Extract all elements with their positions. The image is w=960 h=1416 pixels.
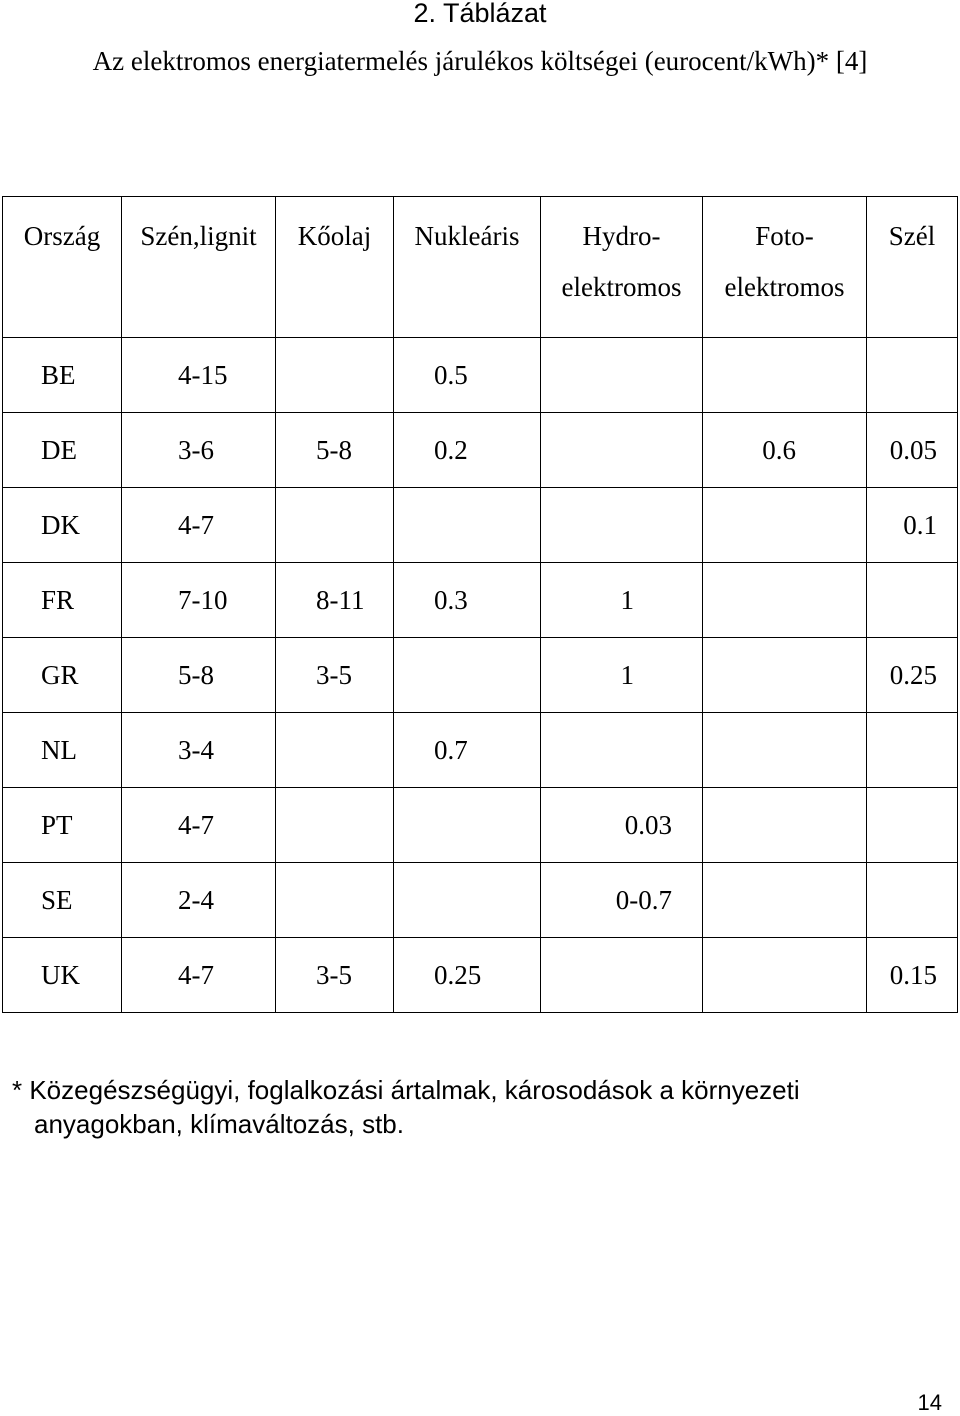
cell-value: GR — [41, 659, 79, 690]
cell-value: 0-0.7 — [615, 884, 672, 915]
cell-value: BE — [41, 359, 76, 390]
cell-oil — [276, 938, 394, 1013]
cell-nuclear — [394, 563, 541, 638]
cell-wind — [867, 338, 958, 413]
cell-nuclear — [394, 713, 541, 788]
cell-wind — [867, 488, 958, 563]
cell-value: DE — [41, 434, 77, 465]
cell-value: DK — [41, 509, 80, 540]
cell-value: 1 — [620, 584, 634, 615]
cell-wind — [867, 863, 958, 938]
cell-value: 0.15 — [889, 959, 937, 990]
cell-value: 3-4 — [178, 734, 214, 765]
page-number: 14 — [917, 1390, 942, 1415]
cell-nuclear — [394, 638, 541, 713]
cell-wind — [867, 938, 958, 1013]
cell-photo — [703, 638, 867, 713]
cell-coal — [122, 488, 276, 563]
cell-hydro — [541, 863, 703, 938]
cell-hydro — [541, 713, 703, 788]
cell-photo — [703, 488, 867, 563]
table-row — [3, 938, 958, 1013]
cell-photo — [703, 863, 867, 938]
cell-value: FR — [41, 584, 75, 615]
cell-wind — [867, 638, 958, 713]
cell-nuclear — [394, 938, 541, 1013]
cell-value: 4-7 — [178, 959, 214, 990]
cell-country — [3, 413, 122, 488]
cell-oil — [276, 863, 394, 938]
header-hydro: Hydro- elektromos — [541, 197, 703, 338]
cell-oil — [276, 638, 394, 713]
cell-nuclear — [394, 488, 541, 563]
cell-hydro — [541, 563, 703, 638]
cell-value: 8-11 — [316, 584, 365, 615]
cell-photo — [703, 788, 867, 863]
cell-value: NL — [41, 734, 77, 765]
cell-value: 0.7 — [434, 734, 468, 765]
cell-hydro — [541, 413, 703, 488]
cell-nuclear — [394, 788, 541, 863]
cell-country — [3, 788, 122, 863]
cell-hydro — [541, 938, 703, 1013]
cell-value: 0.25 — [889, 659, 937, 690]
cell-oil — [276, 563, 394, 638]
cell-country — [3, 638, 122, 713]
table-row — [3, 488, 958, 563]
cell-country — [3, 713, 122, 788]
cell-coal — [122, 338, 276, 413]
cell-value: 0.05 — [889, 434, 937, 465]
cell-photo — [703, 338, 867, 413]
cell-value: 7-10 — [178, 584, 228, 615]
cost-table — [2, 196, 958, 1013]
cell-oil — [276, 788, 394, 863]
cell-country — [3, 863, 122, 938]
cell-value: 4-7 — [178, 809, 214, 840]
cell-value: UK — [41, 959, 80, 990]
cell-value: 0.1 — [903, 509, 937, 540]
table-row — [3, 338, 958, 413]
cell-hydro — [541, 788, 703, 863]
cell-nuclear — [394, 863, 541, 938]
header-nuclear: Nukleáris — [394, 197, 541, 338]
cell-value: 0.2 — [434, 434, 468, 465]
cell-coal — [122, 713, 276, 788]
header-wind: Szél — [867, 197, 958, 338]
cell-value: 3-6 — [178, 434, 214, 465]
table-row — [3, 413, 958, 488]
cell-photo — [703, 938, 867, 1013]
cell-photo — [703, 413, 867, 488]
cell-value: 1 — [620, 659, 634, 690]
cell-oil — [276, 413, 394, 488]
cell-photo — [703, 563, 867, 638]
cell-oil — [276, 713, 394, 788]
cell-value: 4-15 — [178, 359, 228, 390]
cell-value: 0.6 — [762, 434, 796, 465]
cell-wind — [867, 713, 958, 788]
cell-coal — [122, 413, 276, 488]
footnote — [12, 1073, 912, 1141]
table-row — [3, 638, 958, 713]
cell-wind — [867, 788, 958, 863]
cell-value: 0.25 — [434, 959, 482, 990]
table-number: 2. Táblázat — [413, 0, 547, 28]
table-row — [3, 563, 958, 638]
cell-wind — [867, 563, 958, 638]
cell-value: 0.3 — [434, 584, 468, 615]
cell-value: SE — [41, 884, 73, 915]
cell-oil — [276, 488, 394, 563]
cell-wind — [867, 413, 958, 488]
header-oil: Kőolaj — [276, 197, 394, 338]
header-coal: Szén,lignit — [122, 197, 276, 338]
cell-value: 2-4 — [178, 884, 214, 915]
cell-country — [3, 488, 122, 563]
cell-hydro — [541, 638, 703, 713]
footnote-line-1: * Közegészségügyi, foglalkozási ártalmak, károsodások a környezeti — [12, 1075, 800, 1105]
table-row — [3, 713, 958, 788]
cell-value: 3-5 — [316, 959, 352, 990]
header-row — [3, 197, 958, 338]
cell-hydro — [541, 338, 703, 413]
cell-country — [3, 338, 122, 413]
cell-photo — [703, 713, 867, 788]
cell-value: 3-5 — [316, 659, 352, 690]
cell-value: PT — [41, 809, 73, 840]
table-caption: Az elektromos energiatermelés járulékos költségei (eurocent/kWh)* [4] — [92, 46, 868, 76]
footnote-line-2: anyagokban, klímaváltozás, stb. — [34, 1109, 404, 1139]
cell-oil — [276, 338, 394, 413]
cell-nuclear — [394, 338, 541, 413]
cell-coal — [122, 863, 276, 938]
cell-hydro — [541, 488, 703, 563]
cell-value: 0.03 — [624, 809, 672, 840]
table-row — [3, 863, 958, 938]
cell-coal — [122, 788, 276, 863]
cell-coal — [122, 563, 276, 638]
header-country: Ország — [3, 197, 122, 338]
cell-nuclear — [394, 413, 541, 488]
cell-value: 5-8 — [316, 434, 352, 465]
header-photo: Foto- elektromos — [703, 197, 867, 338]
table-row — [3, 788, 958, 863]
cell-country — [3, 563, 122, 638]
cell-value: 0.5 — [434, 359, 468, 390]
cell-coal — [122, 938, 276, 1013]
cell-value: 5-8 — [178, 659, 214, 690]
cell-value: 4-7 — [178, 509, 214, 540]
cell-coal — [122, 638, 276, 713]
cell-country — [3, 938, 122, 1013]
